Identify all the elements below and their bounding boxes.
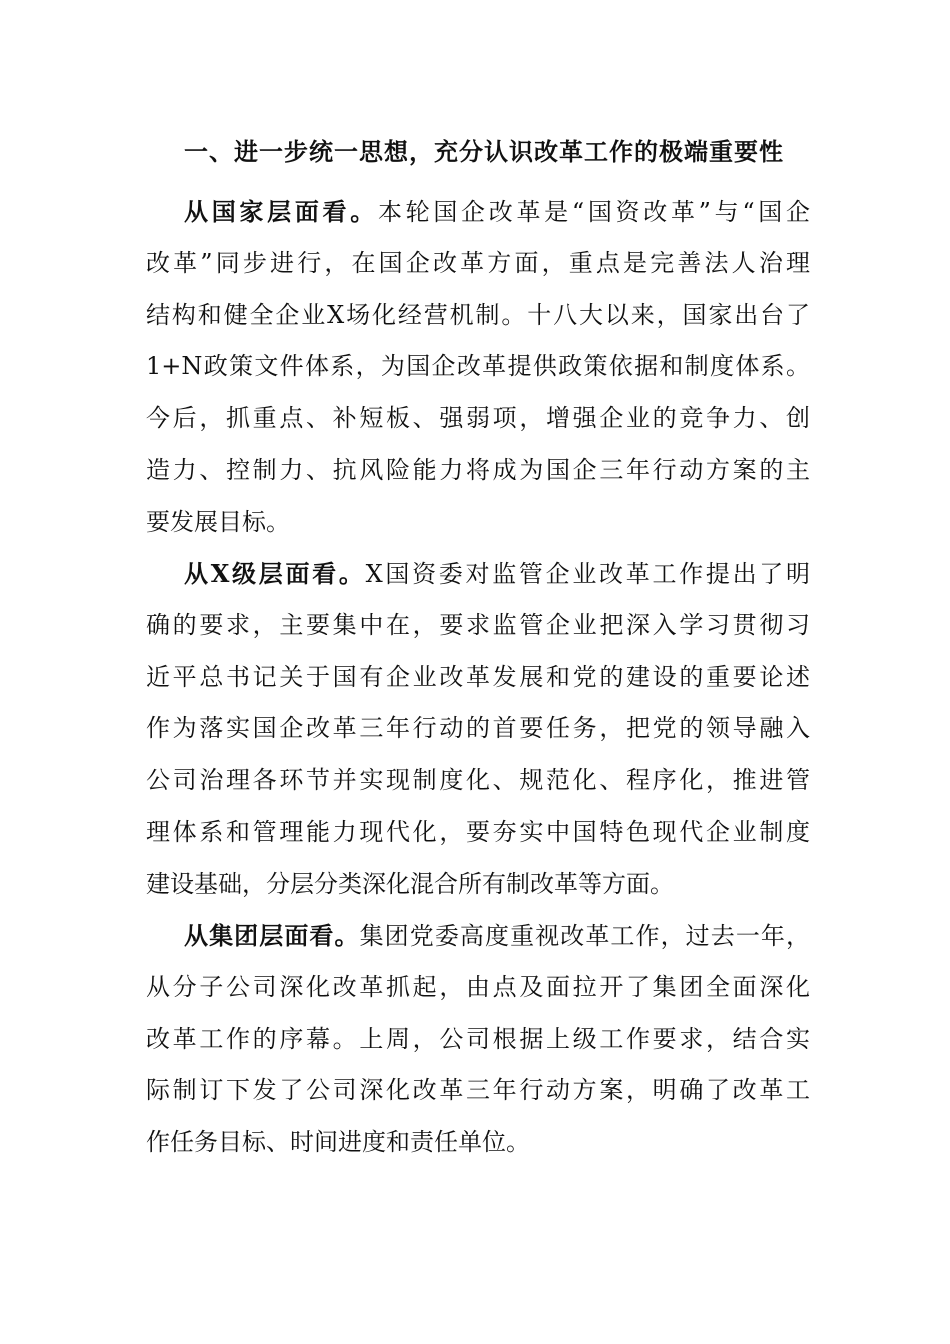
paragraph-line: [146, 910, 810, 962]
paragraph-line: 作为落实国企改革三年行动的首要任务，把党的领导融入: [146, 714, 810, 743]
paragraph-line: 理体系和管理能力现代化，要夯实中国特色现代企业制度: [146, 817, 810, 846]
paragraph-line: [146, 186, 810, 238]
paragraph-text: 本轮国企改革是“国资改革”与“国企: [377, 198, 811, 226]
paragraph-text: X国资委对监管企业改革工作提出了明: [365, 560, 810, 588]
paragraph-line: 公司治理各环节并实现制度化、规范化、程序化，推进管: [146, 766, 810, 795]
paragraph-national-level: [146, 186, 810, 549]
paragraph-x-level: [146, 548, 810, 911]
paragraph-line: 造力、控制力、抗风险能力将成为国企三年行动方案的主: [146, 455, 810, 484]
paragraph-line: 建设基础，分层分类深化混合所有制改革等方面。: [146, 869, 674, 898]
paragraph-line: 1+N政策文件体系，为国企改革提供政策依据和制度体系。: [146, 352, 810, 381]
paragraph-lead: 从X级层面看。: [184, 559, 366, 588]
paragraph-line: 近平总书记关于国有企业改革发展和党的建设的重要论述: [146, 662, 810, 691]
paragraph-line: 从分子公司深化改革抓起，由点及面拉开了集团全面深化: [146, 972, 810, 1001]
paragraph-line: [146, 548, 810, 600]
paragraph-line: 结构和健全企业X场化经营机制。十八大以来，国家出台了: [146, 300, 810, 329]
paragraph-line: 际制订下发了公司深化改革三年行动方案，明确了改革工: [146, 1076, 810, 1105]
paragraph-lead: 从集团层面看。: [184, 921, 360, 950]
paragraph-group-level: [146, 910, 810, 1169]
paragraph-line: 确的要求，主要集中在，要求监管企业把深入学习贯彻习: [146, 610, 810, 639]
paragraph-line: 要发展目标。: [146, 507, 290, 536]
paragraph-lead: 从国家层面看。: [184, 197, 378, 226]
paragraph-line: 作任务目标、时间进度和责任单位。: [146, 1128, 530, 1157]
paragraph-line: 今后，抓重点、补短板、强弱项，增强企业的竞争力、创: [146, 404, 810, 433]
paragraph-text: 集团党委高度重视改革工作，过去一年，: [359, 922, 811, 950]
paragraph-line: 改革工作的序幕。上周，公司根据上级工作要求，结合实: [146, 1024, 810, 1053]
paragraph-line: 改革”同步进行，在国企改革方面，重点是完善法人治理: [146, 248, 810, 277]
section-heading: 一、进一步统一思想，充分认识改革工作的极端重要性: [184, 137, 784, 166]
